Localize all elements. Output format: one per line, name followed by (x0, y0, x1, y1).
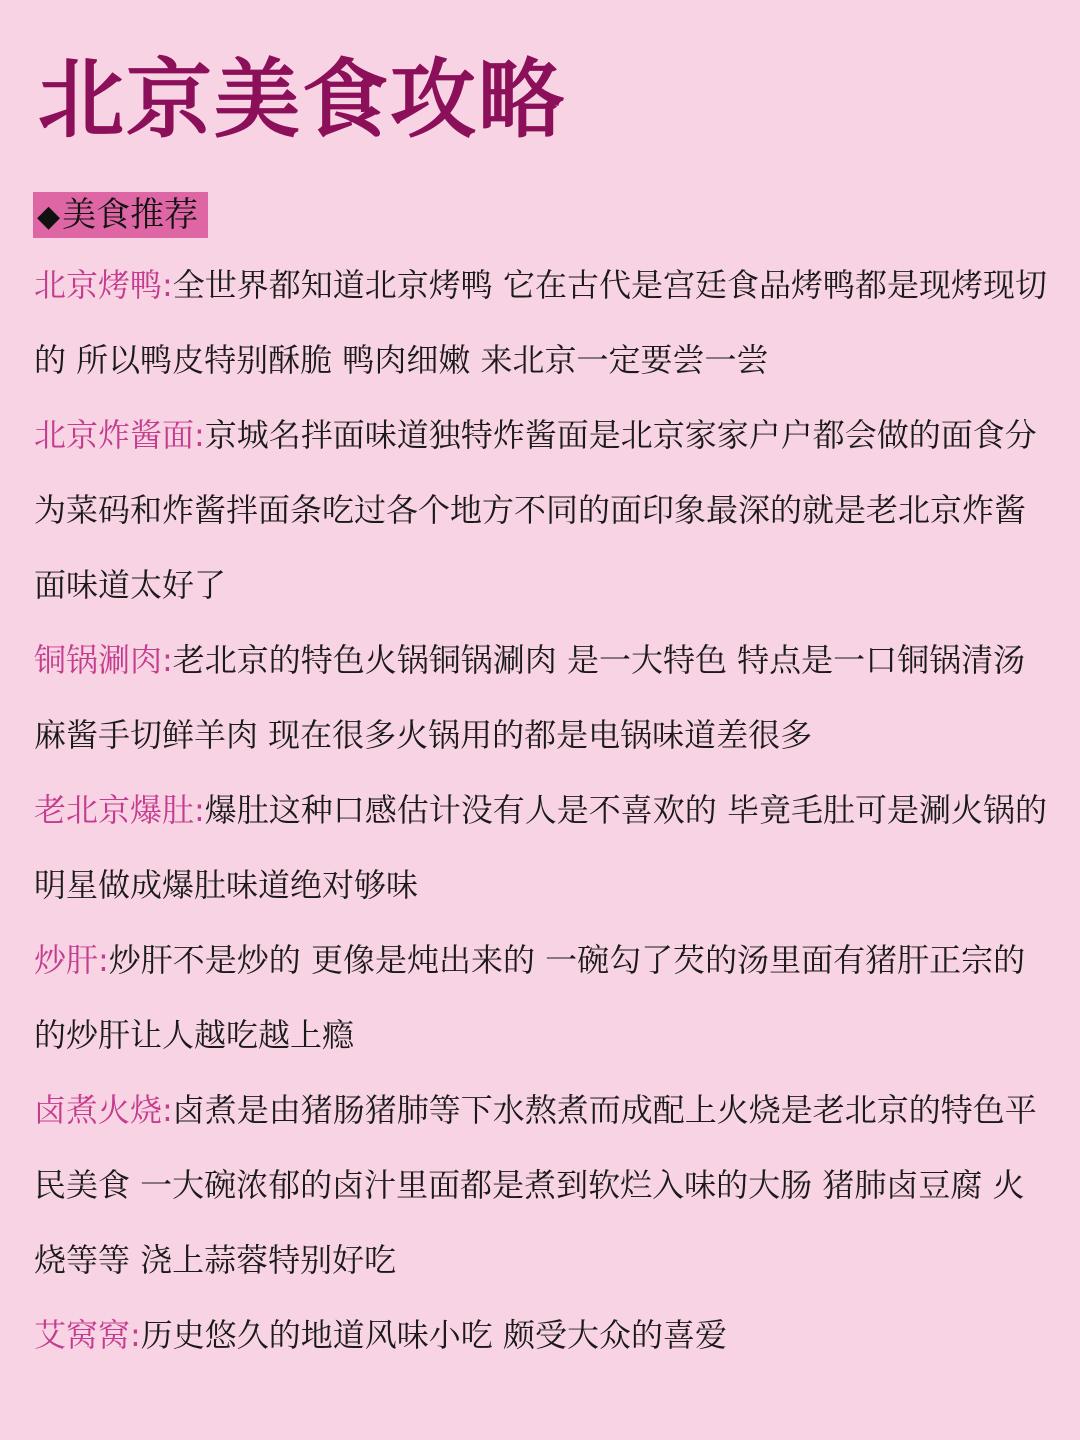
diamond-icon: ◆ (37, 199, 61, 234)
food-list (34, 248, 1054, 1373)
page-title: 北京美食攻略 (38, 50, 566, 150)
food-description: 历史悠久的地道风味小吃 颇受大众的喜爱 (140, 1316, 727, 1354)
food-item-copper-hotpot (34, 623, 1054, 773)
food-name: 北京烤鸭: (34, 266, 173, 304)
food-description: 爆肚这种口感估计没有人是不喜欢的 毕竟毛肚可是涮火锅的明星做成爆肚味道绝对够味 (34, 791, 1047, 904)
food-description: 炒肝不是炒的 更像是炖出来的 一碗勾了芡的汤里面有猪肝正宗的的炒肝让人越吃越上瘾 (34, 941, 1026, 1054)
food-name: 老北京爆肚: (34, 791, 205, 829)
food-description: 老北京的特色火锅铜锅涮肉 是一大特色 特点是一口铜锅清汤麻酱手切鲜羊肉 现在很多火锅用的都是电锅味道差很多 (34, 641, 1026, 754)
food-item-aiwowo (34, 1298, 1054, 1373)
section-tag (33, 192, 208, 238)
food-name: 炒肝: (34, 941, 109, 979)
food-item-chaogan (34, 923, 1054, 1073)
food-item-zhajiang-noodles (34, 398, 1054, 623)
food-description: 卤煮是由猪肠猪肺等下水熬煮而成配上火烧是老北京的特色平民美食 一大碗浓郁的卤汁里面都是煮到软烂入味的大肠 猪肺卤豆腐 火烧等等 浇上蒜蓉特别好吃 (34, 1091, 1037, 1279)
food-item-luzhu-huoshao (34, 1073, 1054, 1298)
food-item-baodu (34, 773, 1054, 923)
food-name: 铜锅涮肉: (34, 641, 173, 679)
food-item-roast-duck (34, 248, 1054, 398)
section-label: 美食推荐 (62, 195, 199, 235)
food-description: 全世界都知道北京烤鸭 它在古代是宫廷食品烤鸭都是现烤现切的 所以鸭皮特别酥脆 鸭肉细嫩 来北京一定要尝一尝 (34, 266, 1047, 379)
food-description: 京城名拌面味道独特炸酱面是北京家家户户都会做的面食分为菜码和炸酱拌面条吃过各个地方不同的面印象最深的就是老北京炸酱面味道太好了 (34, 416, 1037, 604)
food-name: 北京炸酱面: (34, 416, 205, 454)
food-name: 艾窝窝: (34, 1316, 141, 1354)
food-name: 卤煮火烧: (34, 1091, 173, 1129)
